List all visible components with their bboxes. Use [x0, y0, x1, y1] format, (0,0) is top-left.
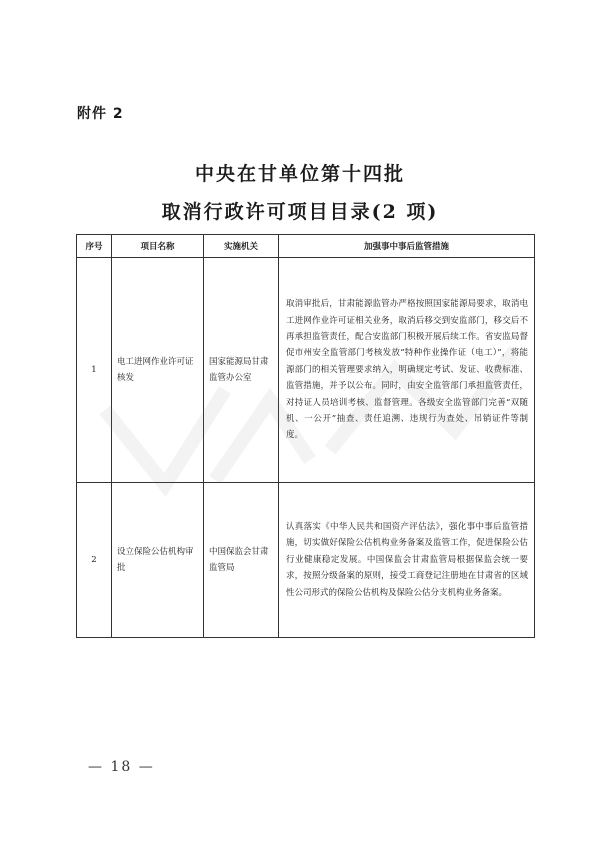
- header-org: 实施机关: [204, 235, 279, 258]
- table-header-row: [77, 235, 535, 258]
- row-num: 2: [77, 483, 112, 638]
- header-measures: 加强事中事后监管措施: [279, 235, 535, 258]
- row-org: 国家能源局甘肃监管办公室: [204, 258, 279, 483]
- document-title-line1: 中央在甘单位第十四批: [194, 163, 405, 185]
- header-num: 序号: [77, 235, 112, 258]
- row-measures: 认真落实《中华人民共和国资产评估法》，强化事中事后监管措施，切实做好保险公估机构业务备案及监管工作，促进保险公估行业健康稳定发展。中国保监会甘肃监管局根据保监会统一要求，按照分级备案的原则，接受工商登记注册地在甘肃省的区域性公司形式的保险公估机构及保险公估分支机构业务备案。: [279, 483, 535, 638]
- table-row: [77, 258, 535, 483]
- row-item-name: 设立保险公估机构审批: [112, 483, 204, 638]
- page-number: — 18 —: [88, 759, 155, 775]
- row-org: 中国保监会甘肃监管局: [204, 483, 279, 638]
- row-item-name: 电工进网作业许可证核发: [112, 258, 204, 483]
- permit-table: [76, 234, 535, 638]
- row-num: 1: [77, 258, 112, 483]
- table-row: [77, 483, 535, 638]
- header-name: 项目名称: [112, 235, 204, 258]
- document-title-line2: 取消行政许可项目目录(2 项): [161, 201, 439, 223]
- row-measures: 取消审批后，甘肃能源监管办严格按照国家能源局要求，取消电工进网作业许可证相关业务，取消后移交到安监部门，移交后不再承担监管责任，配合安监部门积极开展后续工作。省安监局督促市州安全监管部门考核发放“特种作业操作证（电工）”，将能源部门的相关管理要求纳入，明确规定考试、发证、收费标准、监管措施，并予以公布。同时，由安全监管部门承担监管责任，对持证人员培训考核、监督管理。各级安全监管部门完善“双随机、一公开”抽查、责任追溯、违规行为查处、吊销证件等制度。: [279, 258, 535, 483]
- attachment-label: 附件 2: [77, 106, 124, 122]
